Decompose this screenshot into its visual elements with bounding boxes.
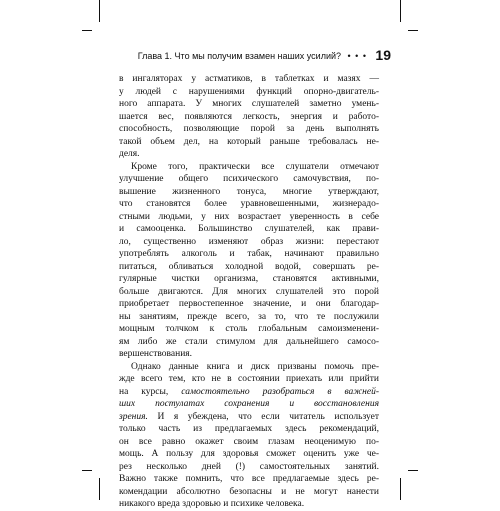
line-emphasis: зрения. <box>119 411 148 422</box>
text-line <box>119 98 379 111</box>
text-line <box>119 473 379 486</box>
crop-mark-bottom-left-h <box>82 470 92 471</box>
text-line <box>119 311 379 324</box>
text-line <box>119 73 379 86</box>
line-text: Важно также помнить, что все предлагаемые здесь ре- <box>119 474 379 484</box>
text-line <box>119 373 379 386</box>
text-line <box>119 323 379 336</box>
running-header <box>137 47 391 63</box>
line-text: ны занятиям, прежде всего, за то, что те послужили <box>119 311 379 322</box>
line-text: гулярные чистки организма, становятся активными, <box>119 274 379 284</box>
text-line <box>119 486 379 499</box>
crop-mark-bottom-right-h <box>408 470 418 471</box>
text-line <box>119 273 379 286</box>
crop-mark-top-right-v <box>400 0 401 22</box>
text-line <box>119 411 379 424</box>
page-number: 19 <box>375 47 391 63</box>
text-line <box>119 136 379 149</box>
line-text: на курсы, <box>119 386 182 397</box>
line-text: он все равно окажет своим глазам неоценимую по- <box>119 436 379 447</box>
text-line <box>119 211 379 224</box>
line-text: ло, существенно изменяют образ жизни: перестают <box>119 236 379 247</box>
line-text: в ингаляторах у астматиков, в таблетках и мазях — <box>119 74 379 84</box>
line-text: приобретает первостепенное значение, и они благодар- <box>119 299 379 309</box>
crop-mark-top-left-v <box>99 0 100 22</box>
text-line <box>119 436 379 449</box>
chapter-title: Глава 1. Что мы получим взамен наших усилий? <box>137 51 342 61</box>
text-line <box>119 161 379 174</box>
text-line <box>119 236 379 249</box>
line-text: употреблять алкоголь и табак, начинают правильно <box>119 249 379 259</box>
text-line <box>119 348 379 361</box>
crop-mark-bottom-right-v <box>400 478 401 500</box>
text-line <box>119 461 379 474</box>
line-text: у людей с нарушениями функций опорно-двигатель- <box>119 86 379 97</box>
crop-mark-top-right-h <box>408 30 418 31</box>
header-dots: • • • <box>347 51 367 61</box>
line-text: ного аппарата. У многих слушателей заметно умень- <box>119 99 379 109</box>
line-text: Однако данные книга и диск призваны помочь пре- <box>131 361 379 372</box>
text-line <box>119 248 379 261</box>
line-text: стными людьми, у них возрастает уверенность в себе <box>119 211 379 222</box>
line-text: вершенствования. <box>119 349 193 359</box>
text-line <box>119 448 379 461</box>
text-line <box>119 423 379 436</box>
text-line <box>119 111 379 124</box>
text-line <box>119 186 379 199</box>
crop-mark-top-left-h <box>82 30 92 31</box>
line-text: вышение жизненного тонуса, многие утверждают, <box>119 186 379 197</box>
crop-mark-bottom-left-v <box>99 478 100 500</box>
text-line <box>119 286 379 299</box>
line-text: Кроме того, практически все слушатели отмечают <box>131 161 379 172</box>
text-line <box>119 86 379 99</box>
text-line <box>119 298 379 311</box>
text-line <box>119 123 379 136</box>
line-text: никакого вреда здоровью и психике человека. <box>119 499 305 509</box>
line-text: И я убеждена, что если читатель использует <box>147 411 379 422</box>
line-text: и самооценка. Большинство слушателей, как прави- <box>119 224 379 234</box>
line-text: рез несколько дней (!) самостоятельных занятий. <box>119 461 379 472</box>
text-line <box>119 361 379 374</box>
text-line <box>119 198 379 211</box>
line-text: улучшение общего психического самочувствия, по- <box>119 174 379 184</box>
line-text: ям либо же стали стимулом для дальнейшего самосо- <box>119 336 379 347</box>
text-line <box>119 398 379 411</box>
line-text: способность, позволяющие порой за день выполнять <box>119 124 379 134</box>
line-emphasis: самостоятельно разобраться в важней- <box>181 386 379 397</box>
text-line <box>119 173 379 186</box>
line-text: мощным толчком к столь глобальным самоизменени- <box>119 324 379 334</box>
line-text: такой объем дел, на который раньше требовалась не- <box>119 136 379 147</box>
line-text: мощь. А пользу для здоровья сможет оценить уже че- <box>119 449 379 459</box>
line-text: что становятся более уравновешенными, жизнерадо- <box>119 199 379 209</box>
line-text: шается вес, появляются легкость, энергия и работо- <box>119 111 379 122</box>
line-text: комендации абсолютно безопасны и не могут нанести <box>119 486 379 497</box>
text-line <box>119 336 379 349</box>
line-text: жде всего тем, кто не в состоянии приехать или прийти <box>119 374 379 384</box>
line-text: питаться, обливаться холодной водой, совершать ре- <box>119 261 379 272</box>
line-text: только часть из предлагаемых здесь рекомендаций, <box>119 424 379 434</box>
text-line <box>119 386 379 399</box>
text-line <box>119 223 379 236</box>
body-text <box>119 73 379 511</box>
line-text: больше двигаются. Для многих слушателей это порой <box>119 286 379 297</box>
line-text: деля. <box>119 149 140 159</box>
text-line <box>119 148 379 161</box>
text-line <box>119 261 379 274</box>
line-emphasis: ших постулатах сохранения и восстановления <box>119 399 379 409</box>
